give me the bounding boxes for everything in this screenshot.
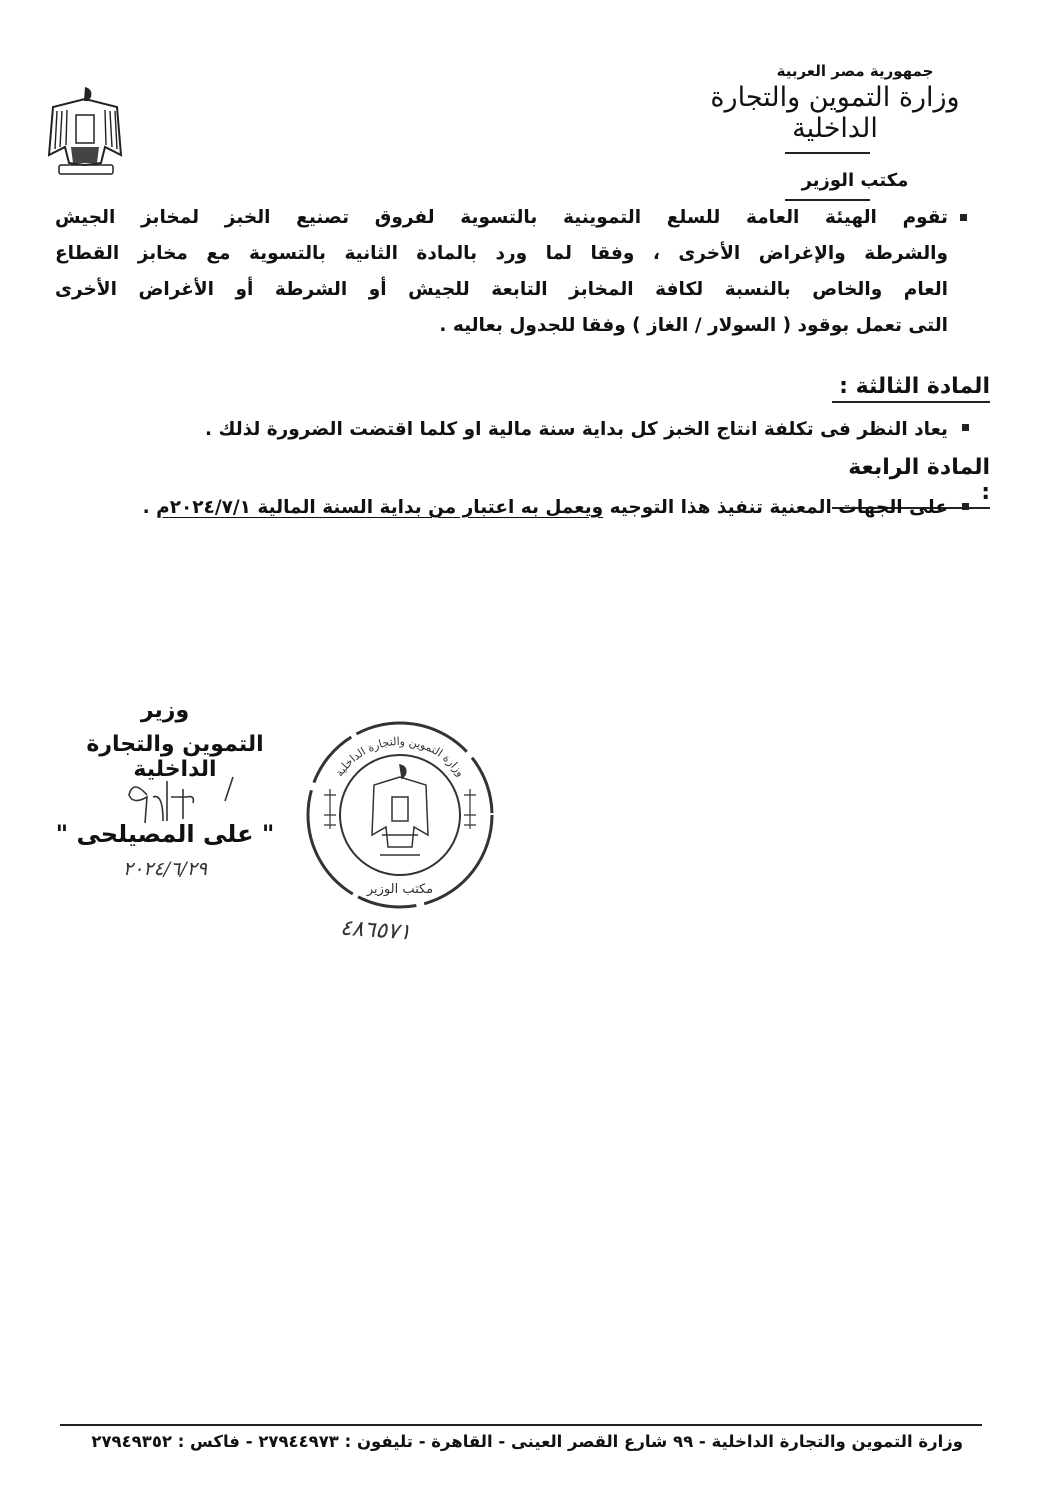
article-four-heading: المادة الرابعة : [832,455,990,509]
paragraph-line: التى تعمل بوقود ( السولار / الغاز ) وفقا للجدول بعاليه . [439,315,948,336]
signatory-ministry: التموين والتجارة الداخلية [86,732,264,782]
paragraph-line: تقوم الهيئة العامة للسلع التموينية بالتسوية لفروق تصنيع الخبز لمخابز الجيش [55,207,948,228]
article-four-end: . [142,497,157,518]
bullet-icon [962,503,969,510]
egypt-eagle-emblem-icon [45,85,127,177]
seal-ornament-icon [324,789,476,829]
signatory-name: " على المصيلحى " [55,820,275,848]
handwritten-signature-icon [125,775,265,825]
ministry-seal-stamp [300,715,500,915]
article-three-text: يعاد النظر فى تكلفة انتاج الخبز كل بداية سنة مالية او كلما اقتضت الضرورة لذلك . [205,419,948,440]
ministry-name: وزارة التموين والتجارة الداخلية [710,82,960,144]
letterhead [685,62,985,201]
office-name: مكتب الوزير [801,170,909,191]
handwritten-date: ٢٠٢٤/٦/٢٩ [122,858,208,880]
footer-contact: وزارة التموين والتجارة الداخلية - ٩٩ شارع القصر العينى - القاهرة - تليفون : ٢٧٩٤٤٩٧٣ - فاكس : ٢٧٩٤٩٣٥٢ [91,1432,963,1451]
bullet-icon [962,424,969,431]
divider [785,152,870,154]
article-two-paragraph [55,200,948,344]
seal-eagle-icon [372,765,428,855]
article-four-effective-date: ويعمل به اعتبار من بداية السنة المالية ٢٠٢٤/٧/١م [156,497,604,518]
article-four-text [143,490,948,526]
seal-bottom-text: مكتب الوزير [366,882,434,897]
article-four-plain: على الجهات المعنية تنفيذ هذا التوجيه [603,497,948,518]
footer-divider [60,1424,982,1426]
paragraph-line: والشرطة والإغراض الأخرى ، وفقا لما ورد بالمادة الثانية بالتسوية مع مخابز القطاع [55,243,948,264]
svg-text:وزارة التموين والتجارة الداخلي [333,735,467,779]
republic-name: جمهورية مصر العربية [776,62,934,80]
seal-ring-text: وزارة التموين والتجارة الداخلية [332,734,468,780]
seal-serial-number: ٤٨٦٥٧١ [339,915,412,946]
paragraph-line: العام والخاص بالنسبة لكافة المخابز التابعة للجيش أو الشرطة أو الأغراض الأخرى [55,279,948,300]
signatory-title: وزير [140,698,190,723]
bullet-icon [960,214,967,221]
article-three-heading: المادة الثالثة : [832,374,990,403]
